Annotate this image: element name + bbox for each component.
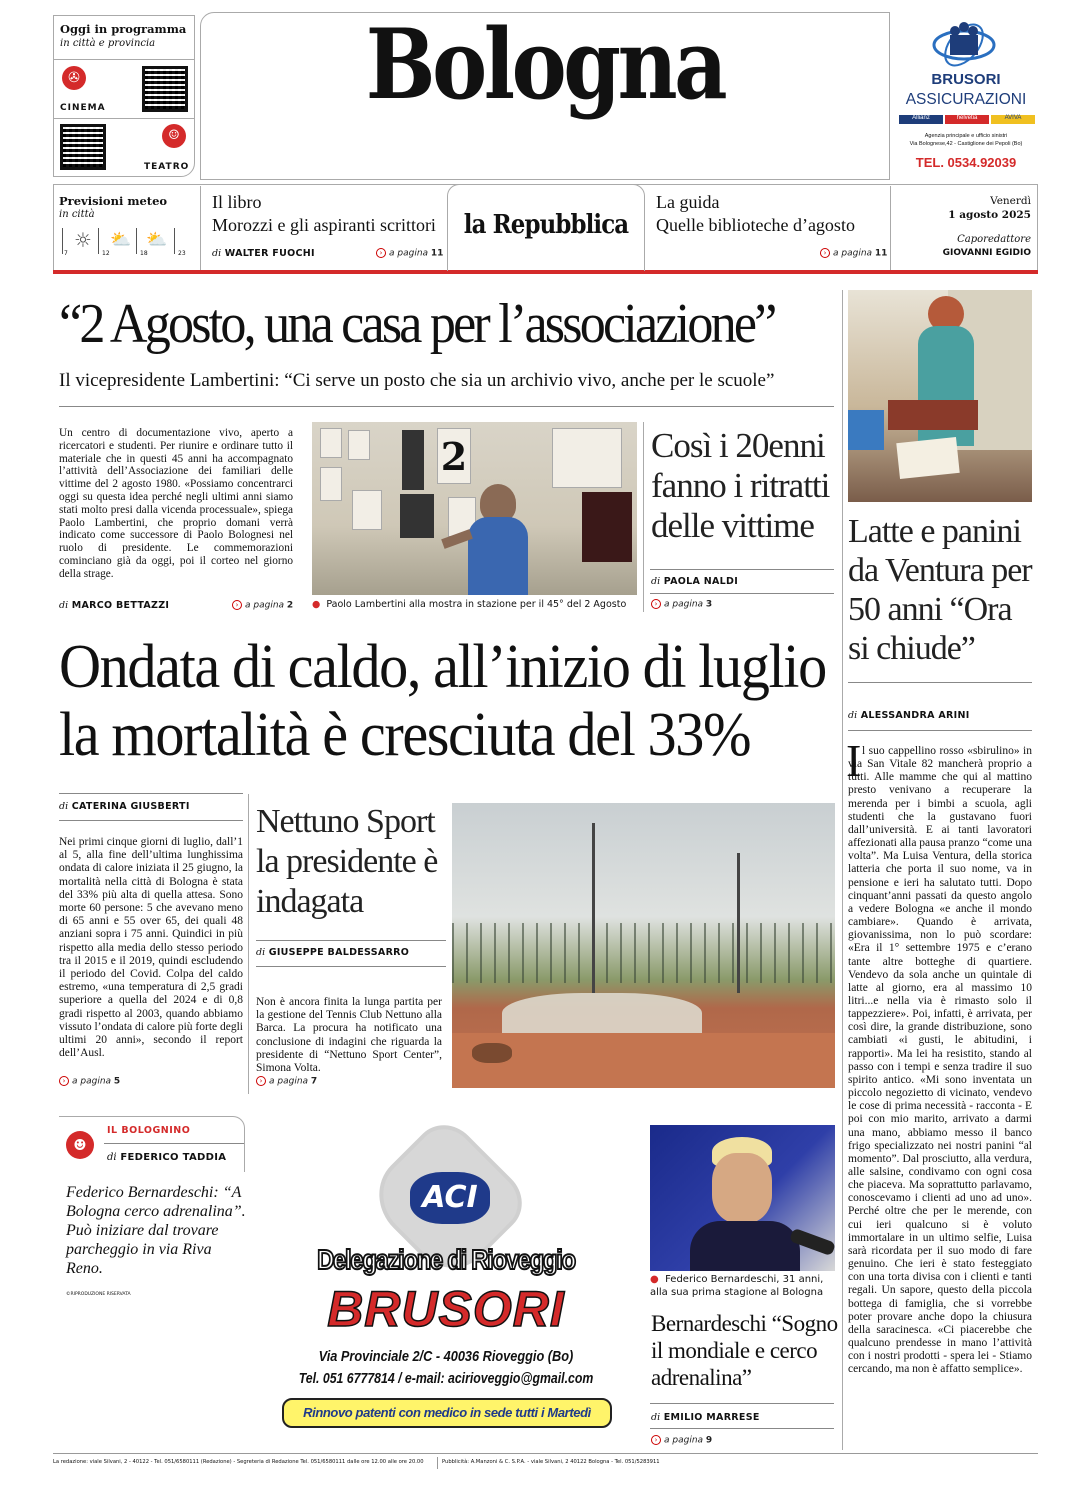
temp-12: 12 xyxy=(102,250,110,257)
nettuno-headline[interactable]: Nettuno Sport la presidente è indagata xyxy=(256,803,438,920)
lead-body: Un centro di documentazione vivo, aperto a ricercatori e studenti. Per riunire e ordinare tutto il materiale che in questi 45 anni ha accompagnato l’attività dell’Associazione dei familiari delle vittime del 2 agosto 1980. «Possiamo concentrarci oggi su questa idea perché negli ultimi anni siamo stati molto presi dalla vicenda processuale», spiega Paolo Lambertini, che proprio domani verrà indicato come successore di Paolo Bolognesi nel ruolo di presidente. Le commemorazioni cominciano già da oggi, poi il corteo nel giorno della strage. xyxy=(59,427,293,580)
bolognino-frame xyxy=(59,1116,245,1172)
ritratti-byline: di PAOLA NALDI xyxy=(651,576,739,587)
rights-note: ©RIPRODUZIONE RISERVATA xyxy=(66,1292,131,1297)
cloud-sun-icon: ⛅ xyxy=(110,230,132,250)
editor-role: Caporedattore xyxy=(957,234,1031,245)
footer-redazione: La redazione: viale Silvani, 2 - 40122 - Tel. 051/6580111 (Redazione) - Segreteria di Redazione Tel. 051/6580111 dalle ore 12.00 alle ore 20.00 xyxy=(53,1459,424,1465)
caldo-headline-1[interactable]: Ondata di caldo, all’inizio di luglio xyxy=(59,633,826,701)
date-day: Venerdì xyxy=(990,195,1031,207)
footer-pubblicita: Pubblicità: A.Manzoni & C. S.P.A. - viale Silvani, 2 40122 Bologna - Tel. 051/5283911 xyxy=(442,1459,660,1465)
nettuno-body: Non è ancora finita la lunga partita per la gestione del Tennis Club Nettuno alla Barca. La procura ha notificato una conclusione di indagini che riguarda la presidente di “Nettuno Sport Center”, Simona Volta. xyxy=(256,996,442,1075)
ventura-headline[interactable]: Latte e panini da Ventura per 50 anni “Ora si chiude” xyxy=(848,513,1032,667)
temp-23: 23 xyxy=(178,250,186,257)
editor-name: GIOVANNI EGIDIO xyxy=(942,248,1031,258)
arrow-icon: › xyxy=(651,1435,661,1445)
ritratti-page-ref[interactable]: › a pagina 3 xyxy=(651,599,712,610)
insurance-ad[interactable] xyxy=(893,15,1039,180)
cloud-sun-icon-2: ⛅ xyxy=(146,230,168,250)
bolognino-icon: ☻ xyxy=(66,1131,94,1159)
libro-title[interactable]: Morozzi e gli aspiranti scrittori xyxy=(212,215,436,235)
bernardeschi-caption: ● Federico Bernardeschi, 31 anni, alla sua prima stagione al Bologna xyxy=(650,1274,824,1298)
date-date: 1 agosto 2025 xyxy=(948,209,1031,221)
arrow-icon: › xyxy=(376,248,386,258)
aci-banner[interactable]: Rinnovo patenti con medico in sede tutti i Martedì xyxy=(282,1398,612,1428)
temp-7: 7 xyxy=(64,250,68,257)
ventura-photo xyxy=(848,290,1032,502)
arrow-icon: › xyxy=(820,248,830,258)
insurance-line2: ASSICURAZIONI xyxy=(905,91,1027,108)
arrow-icon: › xyxy=(256,1076,266,1086)
caldo-page-ref[interactable]: › a pagina 5 xyxy=(59,1076,120,1087)
program-subtitle: in città e provincia xyxy=(60,38,156,49)
ventura-dropcap: I xyxy=(846,735,862,786)
aci-line1: Delegazione di Rioveggio xyxy=(317,1244,575,1275)
arrow-icon: › xyxy=(59,1076,69,1086)
repubblica-logo: la Repubblica xyxy=(463,210,629,240)
sun-icon: ☼ xyxy=(74,228,92,252)
partner-helvetia: helvetia xyxy=(945,115,989,124)
ventura-body: l suo cappellino rosso «sbirulino» in via San Vitale 82 mancherà proprio a tutti. Alle mamme che qui al mattino presto venivano a recuperare la merenda per i bimbi a scuola, agli studenti che la gustavano fuori dall’università. E ai tanti lavoratori affezionati alla pausa pranzo “come una volta”. Ma Luisa Ventura, della storica latteria che porta il suo nome, va in pensione e ieri ha salutato tutti. Dopo cinquant’anni passati da questo angolo a vedere Bologna «e anche il mondo cambiare». Quando è arrivata, giovanissima, non lo può scordare: «Era il 1° settembre 1975 e c’erano tante altre botteghe di quartiere. Vendevo da sola anche un quintale di latte al giorno, era al massimo 10 litri...e nella via è rimasto solo il tappezziere». Poi, infatti, è arrivata, per così dire, la grande distribuzione, sono cambiati «i gusti, le abitudini, i rapporti». Ma lei ha resistito, stando al passo con i tempi e senza tradire il suo spirito antico. «Mi sono inventata un piccolo negozietto di vicinato, vendevo le cose di prima necessità - racconta - E poi con mio marito, arrivato a darmi una mano, abbiamo messo il banco frigo specializzato nei nostri panini “al momento”. Dal prosciutto, alla verdura, alle salsine, condivamo con ogni cosa che piaceva. Ma soprattutto parlavamo, conoscevamo i clienti ad uno ad uno». Perché oltre che per le merende, con cui ieri qualcuno si è voluto immortalare in un ultimo selfie, Luisa sarà ricordata per il suo modo di fare genuino. Che ieri è stato festeggiato con una torta divisa con i clienti e tanti regali. Un sapore, questo della piccola bottega di famiglia, che si vorrebbe poter provare anche dopo la chiusura della saracinesca. «Ci piacerebbe che qualcuno prendesse in mano l’attività con i nostri prodotti - spera lei - Stiamo cercando, ma non è affatto semplice». xyxy=(848,745,1033,1376)
nettuno-page-ref[interactable]: › a pagina 7 xyxy=(256,1076,317,1087)
lead-deck: Il vicepresidente Lambertini: “Ci serve un posto che sia un archivio vivo, anche per le scuole” xyxy=(59,370,775,391)
bernardeschi-byline: di EMILIO MARRESE xyxy=(651,1412,760,1423)
bolognino-byline: di FEDERICO TADDIA xyxy=(107,1152,227,1163)
teatro-qr-code[interactable] xyxy=(60,124,106,170)
cinema-icon[interactable]: ✇ xyxy=(62,66,86,90)
aci-brand: BRUSORI xyxy=(327,1281,565,1337)
insurance-tel[interactable]: TEL. 0534.92039 xyxy=(915,155,1017,170)
lead-caption: ● Paolo Lambertini alla mostra in stazione per il 45° del 2 Agosto xyxy=(312,599,627,610)
bernardeschi-headline[interactable]: Bernardeschi “Sogno il mondiale e cerco adrenalina” xyxy=(651,1311,838,1390)
lead-photo: 2 xyxy=(312,422,637,595)
masthead-title: Bologna xyxy=(365,8,725,121)
libro-kicker: Il libro xyxy=(212,192,262,212)
arrow-icon: › xyxy=(651,599,661,609)
program-title: Oggi in programma xyxy=(60,22,187,36)
meteo-strip xyxy=(62,226,192,260)
lead-page-ref[interactable]: › a pagina 2 xyxy=(232,600,293,611)
caldo-byline: di CATERINA GIUSBERTI xyxy=(59,801,190,812)
aci-logo: ACI xyxy=(410,1172,490,1224)
cinema-label[interactable]: CINEMA xyxy=(60,103,106,113)
insurance-address: Via Bolognese,42 - Castiglione dei Pepoli (Bo) xyxy=(909,141,1023,147)
arrow-icon: › xyxy=(232,600,242,610)
nettuno-byline: di GIUSEPPE BALDESSARRO xyxy=(256,947,410,958)
meteo-subtitle: in città xyxy=(59,209,95,220)
insurance-small: Agenzia principale e ufficio sinistri xyxy=(924,133,1008,139)
tennis-photo xyxy=(452,803,835,1088)
partner-aviva: AVIVA xyxy=(991,115,1035,124)
libro-byline: di WALTER FUOCHI xyxy=(212,248,315,259)
caldo-headline-2[interactable]: la mortalità è cresciuta del 33% xyxy=(59,701,751,769)
bolognino-text[interactable]: Federico Bernardeschi: “A Bologna cerco adrenalina”. Può iniziare dal trovare parcheggio in via Riva Reno. xyxy=(66,1184,246,1277)
aci-ad[interactable] xyxy=(250,1112,642,1447)
meteo-title: Previsioni meteo xyxy=(59,194,168,208)
temp-18: 18 xyxy=(140,250,148,257)
guida-title[interactable]: Quelle biblioteche d’agosto xyxy=(656,215,855,235)
ventura-byline: di ALESSANDRA ARINI xyxy=(848,710,970,721)
cinema-qr-code[interactable] xyxy=(142,66,188,112)
libro-page-ref[interactable]: › a pagina 11 xyxy=(376,248,443,259)
aci-address: Via Provinciale 2/C - 40036 Rioveggio (Bo) xyxy=(318,1348,574,1365)
partner-allianz: Allianz xyxy=(899,115,943,124)
aci-contact: Tel. 051 6777814 / e-mail: acirioveggio@gmail.com xyxy=(298,1370,594,1387)
caldo-body: Nei primi cinque giorni di luglio, dall’1 al 5, alla fine dell’ultima lunghissima ondata di calore iniziata il 25 giugno, la mortalità nella città di Bologna è stata del 33% più alta di quella attesa. Sono morte 60 persone: 5 che avevano meno di 65 anni e 55 over 65, dei quali 48 anziani sopra i 75 anni. Quindici in più rispetto alla media dello stesso periodo tra il 2015 e il 2019, quindi escludendo il periodo del Covid. Colpa del caldo estremo, «una temperatura di 2,5 gradi superiore a quella del 2024 e di 0,8 gradi rispetto al 2003, quando abbiamo vissuto l’ondata di calore più forte degli ultimi 20 anni», secondo il report dell’Ausl. xyxy=(59,836,243,1060)
ritratti-headline[interactable]: Così i 20enni fanno i ritratti delle vittime xyxy=(651,426,830,545)
photo-icon: ● xyxy=(650,1274,659,1285)
insurance-logo-icon xyxy=(931,17,997,69)
bernardeschi-page-ref[interactable]: › a pagina 9 xyxy=(651,1435,712,1446)
guida-page-ref[interactable]: › a pagina 11 xyxy=(820,248,887,259)
bernardeschi-photo xyxy=(650,1125,835,1271)
teatro-icon[interactable]: ☺ xyxy=(162,124,186,148)
program-box xyxy=(53,15,195,177)
photo-icon: ● xyxy=(312,599,321,610)
lead-byline: di MARCO BETTAZZI xyxy=(59,600,170,611)
insurance-brand: BRUSORI xyxy=(931,71,1001,88)
bolognino-label: IL BOLOGNINO xyxy=(107,1125,191,1136)
teatro-label[interactable]: TEATRO xyxy=(144,162,190,172)
guida-kicker: La guida xyxy=(656,192,720,212)
lead-headline[interactable]: “2 Agosto, una casa per l’associazione” xyxy=(59,293,775,355)
